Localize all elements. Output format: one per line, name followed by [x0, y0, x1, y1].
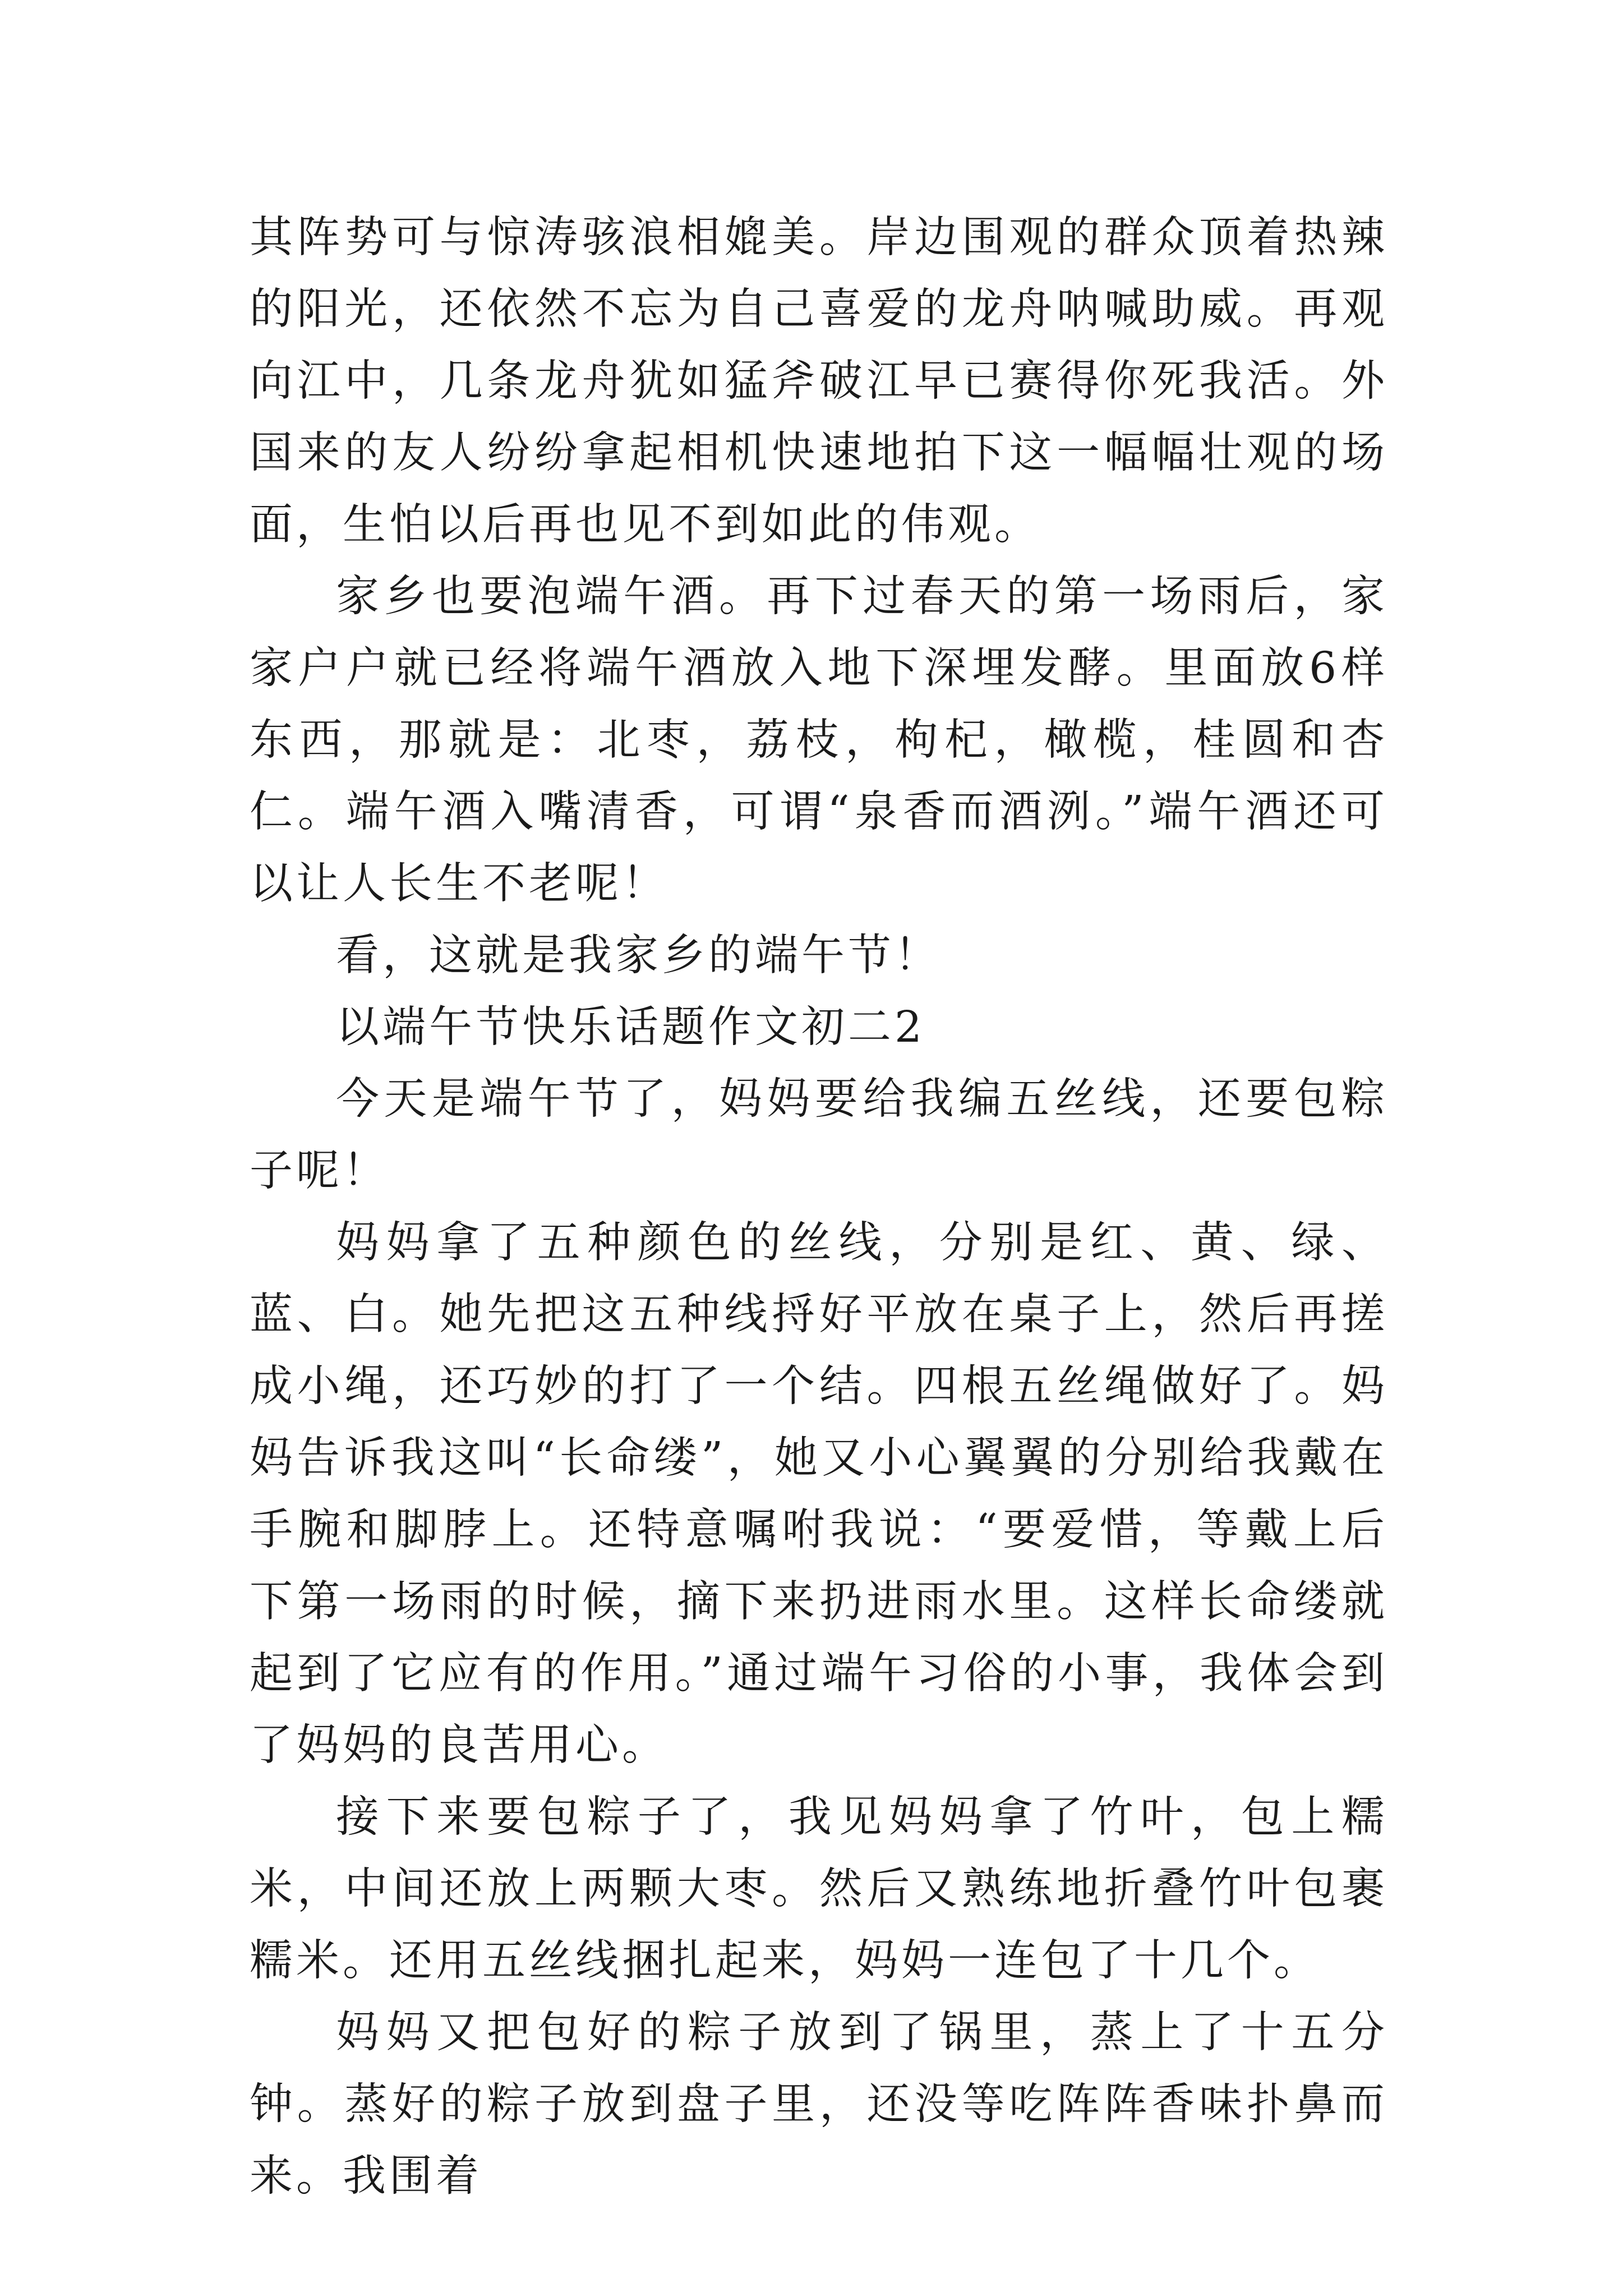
paragraph-7: 妈妈又把包好的粽子放到了锅里，蒸上了十五分钟。蒸好的粽子放到盘子里，还没等吃阵阵香味扑鼻而来。我围着	[250, 2008, 1388, 2201]
section-heading: 以端午节快乐话题作文初二2	[336, 1002, 925, 1052]
document-body	[250, 202, 1388, 2212]
paragraph-4: 今天是端午节了，妈妈要给我编五丝线，还要包粽子呢！	[250, 1074, 1388, 1196]
paragraph-3: 看，这就是我家乡的端午节！	[336, 931, 941, 981]
paragraph-5: 妈妈拿了五种颜色的丝线，分别是红、黄、绿、蓝、白。她先把这五种线捋好平放在桌子上，然后再搓成小绳，还巧妙的打了一个结。四根五丝绳做好了。妈妈告诉我这叫“长命缕”，她又小心翼翼的分别给我戴在手腕和脚脖上。还特意嘱咐我说：“要爱惜，等戴上后下第一场雨的时候，摘下来扔进雨水里。这样长命缕就起到了它应有的作用。”通过端午习俗的小事，我体会到了妈妈的良苦用心。	[250, 1218, 1388, 1770]
paragraph-2: 家乡也要泡端午酒。再下过春天的第一场雨后，家家户户就已经将端午酒放入地下深埋发酵。里面放6样东西，那就是：北枣，荔枝，枸杞，橄榄，桂圆和杏仁。端午酒入嘴清香，可谓“泉香而酒洌。”端午酒还可以让人长生不老呢！	[250, 572, 1388, 909]
paragraph-6: 接下来要包粽子了，我见妈妈拿了竹叶，包上糯米，中间还放上两颗大枣。然后又熟练地折叠竹叶包裹糯米。还用五丝线捆扎起来，妈妈一连包了十几个。	[250, 1792, 1388, 1986]
paragraph-1: 其阵势可与惊涛骇浪相媲美。岸边围观的群众顶着热辣的阳光，还依然不忘为自己喜爱的龙舟呐喊助威。再观向江中，几条龙舟犹如猛斧破江早已赛得你死我活。外国来的友人纷纷拿起相机快速地拍下这一幅幅壮观的场面，生怕以后再也见不到如此的伟观。	[250, 213, 1388, 550]
